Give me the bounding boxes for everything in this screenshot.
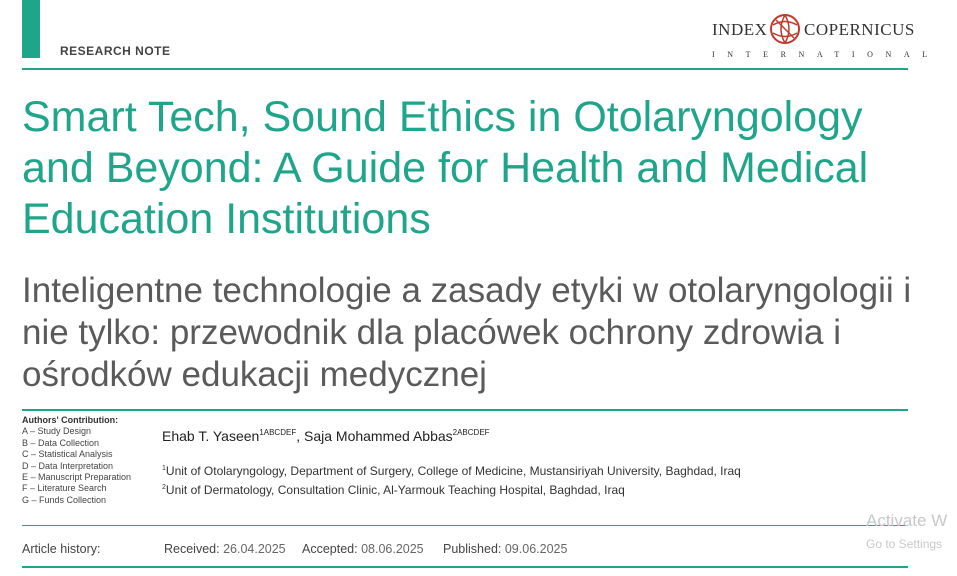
accepted-date: Accepted: 08.06.2025 bbox=[302, 542, 424, 556]
contribution-item: E – Manuscript Preparation bbox=[22, 472, 132, 483]
globe-icon bbox=[768, 12, 802, 46]
activate-windows-watermark: Activate W bbox=[866, 511, 948, 530]
contribution-heading: Authors' Contribution: bbox=[22, 415, 119, 425]
author-affiliation-marker: 2ABCDEF bbox=[452, 428, 490, 437]
author-affiliation-marker: 1ABCDEF bbox=[259, 428, 297, 437]
author-name: Ehab T. Yaseen bbox=[162, 428, 260, 444]
received-date: Received: 26.04.2025 bbox=[164, 542, 286, 556]
contribution-item: G – Funds Collection bbox=[22, 494, 107, 505]
logo-subtitle: INTERNATIONAL bbox=[712, 50, 940, 59]
section-label: RESEARCH NOTE bbox=[60, 44, 171, 58]
contribution-item: B – Data Collection bbox=[22, 437, 100, 448]
author-name: Saja Mohammed Abbas bbox=[304, 428, 453, 444]
contribution-item: A – Study Design bbox=[22, 426, 92, 437]
history-divider bbox=[22, 525, 908, 526]
author-list: Ehab T. Yaseen$^{1ABCDEF}$, Saja Mohammed Abbas$^{2ABCDEF}$ bbox=[162, 428, 490, 444]
published-date: Published: 09.06.2025 bbox=[443, 542, 568, 556]
index-copernicus-logo bbox=[712, 12, 940, 62]
header-divider bbox=[22, 68, 908, 70]
paper-title: Smart Tech, Sound Ethics in Otolaryngology and Beyond: A Guide for Health and Medical Education Institutions bbox=[22, 93, 869, 243]
paper-subtitle-polish: Inteligentne technologie a zasady etyki w otolaryngologii i nie tylko: przewodnik dla placówek ochrony zdrowia i ośrodków edukacji medycznej bbox=[22, 271, 912, 394]
logo-word-index: INDEX bbox=[712, 20, 768, 39]
affiliation: $^2$Unit of Dermatology, Consultation Clinic, Al-Yarmouk Teaching Hospital, Baghdad, Iraq bbox=[162, 483, 625, 497]
contribution-item: C – Statistical Analysis bbox=[22, 449, 113, 460]
logo-word-copernicus: COPERNICUS bbox=[804, 20, 915, 39]
authors-contribution bbox=[22, 415, 162, 506]
affiliation: $^1$Unit of Otolaryngology, Department of Surgery, College of Medicine, Mustansiriyah University, Baghdad, Iraq bbox=[162, 464, 741, 478]
article-history-label: Article history: bbox=[22, 542, 101, 556]
footer-divider bbox=[22, 566, 908, 568]
contribution-item: F – Literature Search bbox=[22, 483, 107, 494]
authors-divider bbox=[22, 409, 908, 411]
contribution-item: D – Data Interpretation bbox=[22, 460, 114, 471]
accent-bar bbox=[22, 0, 40, 58]
activate-windows-hint: Go to Settings bbox=[866, 537, 943, 551]
